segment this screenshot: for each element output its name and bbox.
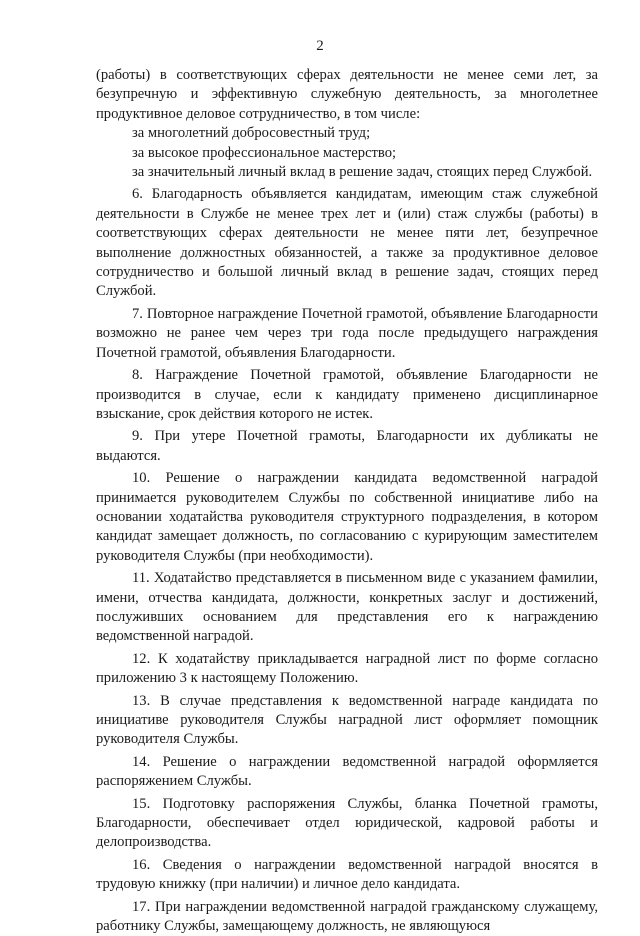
paragraph-16: 16. Сведения о награждении ведомственной наградой вносятся в трудовую книжку (при наличии) и личное дело кандидата.: [96, 856, 598, 893]
paragraph-15: 15. Подготовку распоряжения Службы, бланка Почетной грамоты, Благодарности, обеспечивает отдел юридической, кадровой работы и делопроизводства.: [96, 795, 598, 851]
paragraph-11: 11. Ходатайство представляется в письменном виде с указанием фамилии, имени, отчества кандидата, должности, конкретных заслуг и достижений, послуживших основанием для представления его к награждению ведомственной наградой.: [96, 570, 598, 645]
paragraph-9: 9. При утере Почетной грамоты, Благодарности их дубликаты не выдаются.: [96, 428, 598, 464]
paragraph-12: 12. К ходатайству прикладывается наградной лист по форме согласно приложению 3 к настоящему Положению.: [96, 650, 598, 687]
paragraph-17: 17. При награждении ведомственной наградой гражданскому служащему, работнику Службы, замещающему должность, не являющуюся: [96, 898, 598, 935]
paragraph-6: 6. Благодарность объявляется кандидатам, имеющим стаж служебной деятельности в Службе не менее трех лет и (или) стаж службы (работы) в соответствующих сферах деятельности не менее пяти лет, безупречное выполнение должностных обязанностей, а также за продуктивное деловое сотрудничество и большой личный вклад в решение задач, стоящих перед Службой.: [96, 186, 598, 300]
paragraph-10: 10. Решение о награждении кандидата ведомственной наградой принимается руководителем Службы по собственной инициативе либо на основании ходатайства руководителя структурного подразделения, в котором кандидат замещает должность, по согласованию с курирующим заместителем руководителя Службы (при необходимости).: [96, 470, 598, 564]
list-item: за многолетний добросовестный труд;: [132, 125, 371, 142]
page-number: 2: [316, 38, 324, 54]
list-item: за значительный личный вклад в решение задач, стоящих перед Службой.: [132, 164, 593, 181]
paragraph-7: 7. Повторное награждение Почетной грамотой, объявление Благодарности возможно не ранее чем через три года после предыдущего награждения Почетной грамотой, объявления Благодарности.: [96, 305, 598, 361]
document-body: [96, 66, 598, 936]
paragraph-13: 13. В случае представления к ведомственной награде кандидата по инициативе руководителя Службы наградной лист оформляет помощник руководителя Службы.: [96, 692, 598, 748]
list-item: за высокое профессиональное мастерство;: [132, 144, 397, 161]
paragraph-8: 8. Награждение Почетной грамотой, объявление Благодарности не производится в случае, если к кандидату применено дисциплинарное взыскание, срок действия которого не истек.: [96, 367, 598, 422]
paragraph-continuation: (работы) в соответствующих сферах деятельности не менее семи лет, за безупречную и эффективную служебную деятельность, за многолетнее продуктивное деловое сотрудничество, в том числе:: [96, 67, 598, 122]
paragraph-14: 14. Решение о награждении ведомственной наградой оформляется распоряжением Службы.: [96, 753, 598, 790]
